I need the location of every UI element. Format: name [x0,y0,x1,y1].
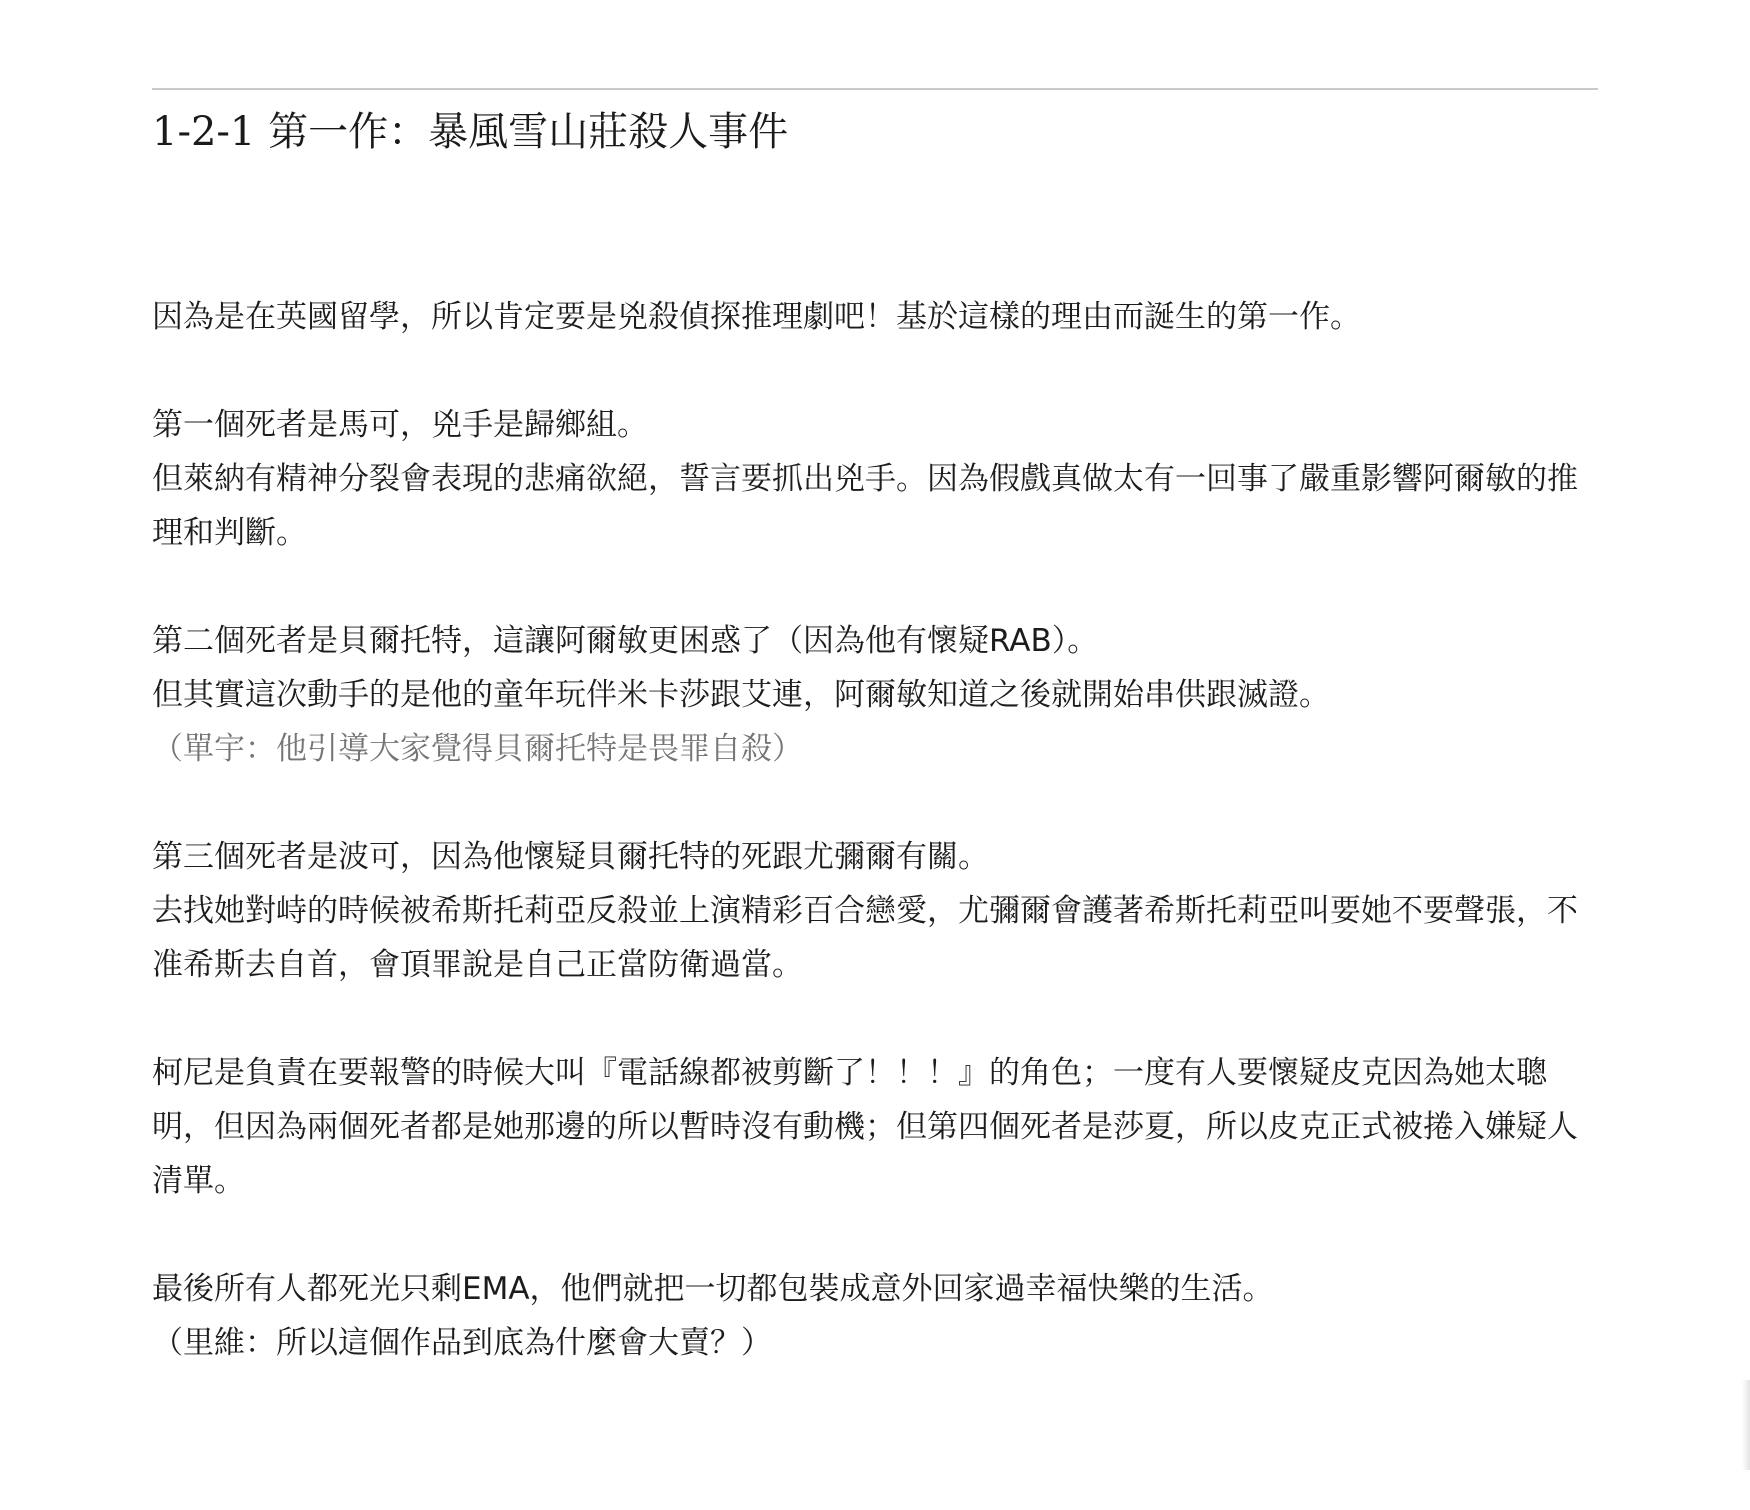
section-divider [152,88,1598,90]
third-victim-detail: 去找她對峙的時候被希斯托莉亞反殺並上演精彩百合戀愛，尤彌爾會護著希斯托莉亞叫要她不要聲張，不准希斯去自首，會頂罪說是自己正當防衛過當。 [152,893,1578,983]
ending-note: （里維：所以這個作品到底為什麼會大賣？） [152,1325,772,1361]
fourth-victim-text: 柯尼是負責在要報警的時候大叫『電話線都被剪斷了！！！』的角色；一度有人要懷疑皮克因為她太聰明，但因為兩個死者都是她那邊的所以暫時沒有動機；但第四個死者是莎夏，所以皮克正式被捲入嫌疑人清單。 [152,1055,1578,1199]
third-victim-line: 第三個死者是波可，因為他懷疑貝爾托特的死跟尤彌爾有關。 [152,839,989,875]
first-victim-line: 第一個死者是馬可，兇手是歸鄉組。 [152,407,648,443]
section-heading: 1-2-1 第一作：暴風雪山莊殺人事件 [152,109,789,155]
second-victim-note: （單宇：他引導大家覺得貝爾托特是畏罪自殺） [152,731,803,767]
first-victim-paragraph [152,398,1592,560]
intro-paragraph [152,290,1592,344]
ending-line: 最後所有人都死光只剩EMA，他們就把一切都包裝成意外回家過幸福快樂的生活。 [152,1271,1274,1307]
second-victim-detail: 但其實這次動手的是他的童年玩伴米卡莎跟艾連，阿爾敏知道之後就開始串供跟滅證。 [152,677,1330,713]
ending-paragraph [152,1262,1592,1370]
scroll-edge-shadow [1742,1380,1750,1470]
first-victim-detail: 但萊納有精神分裂會表現的悲痛欲絕，誓言要抓出兇手。因為假戲真做太有一回事了嚴重影響阿爾敏的推理和判斷。 [152,461,1578,551]
second-victim-paragraph [152,614,1592,776]
intro-text: 因為是在英國留學，所以肯定要是兇殺偵探推理劇吧！基於這樣的理由而誕生的第一作。 [152,299,1361,335]
second-victim-line: 第二個死者是貝爾托特，這讓阿爾敏更困惑了（因為他有懷疑RAB）。 [152,623,1099,659]
fourth-victim-paragraph [152,1046,1592,1208]
article-body [152,290,1592,1424]
third-victim-paragraph [152,830,1592,992]
